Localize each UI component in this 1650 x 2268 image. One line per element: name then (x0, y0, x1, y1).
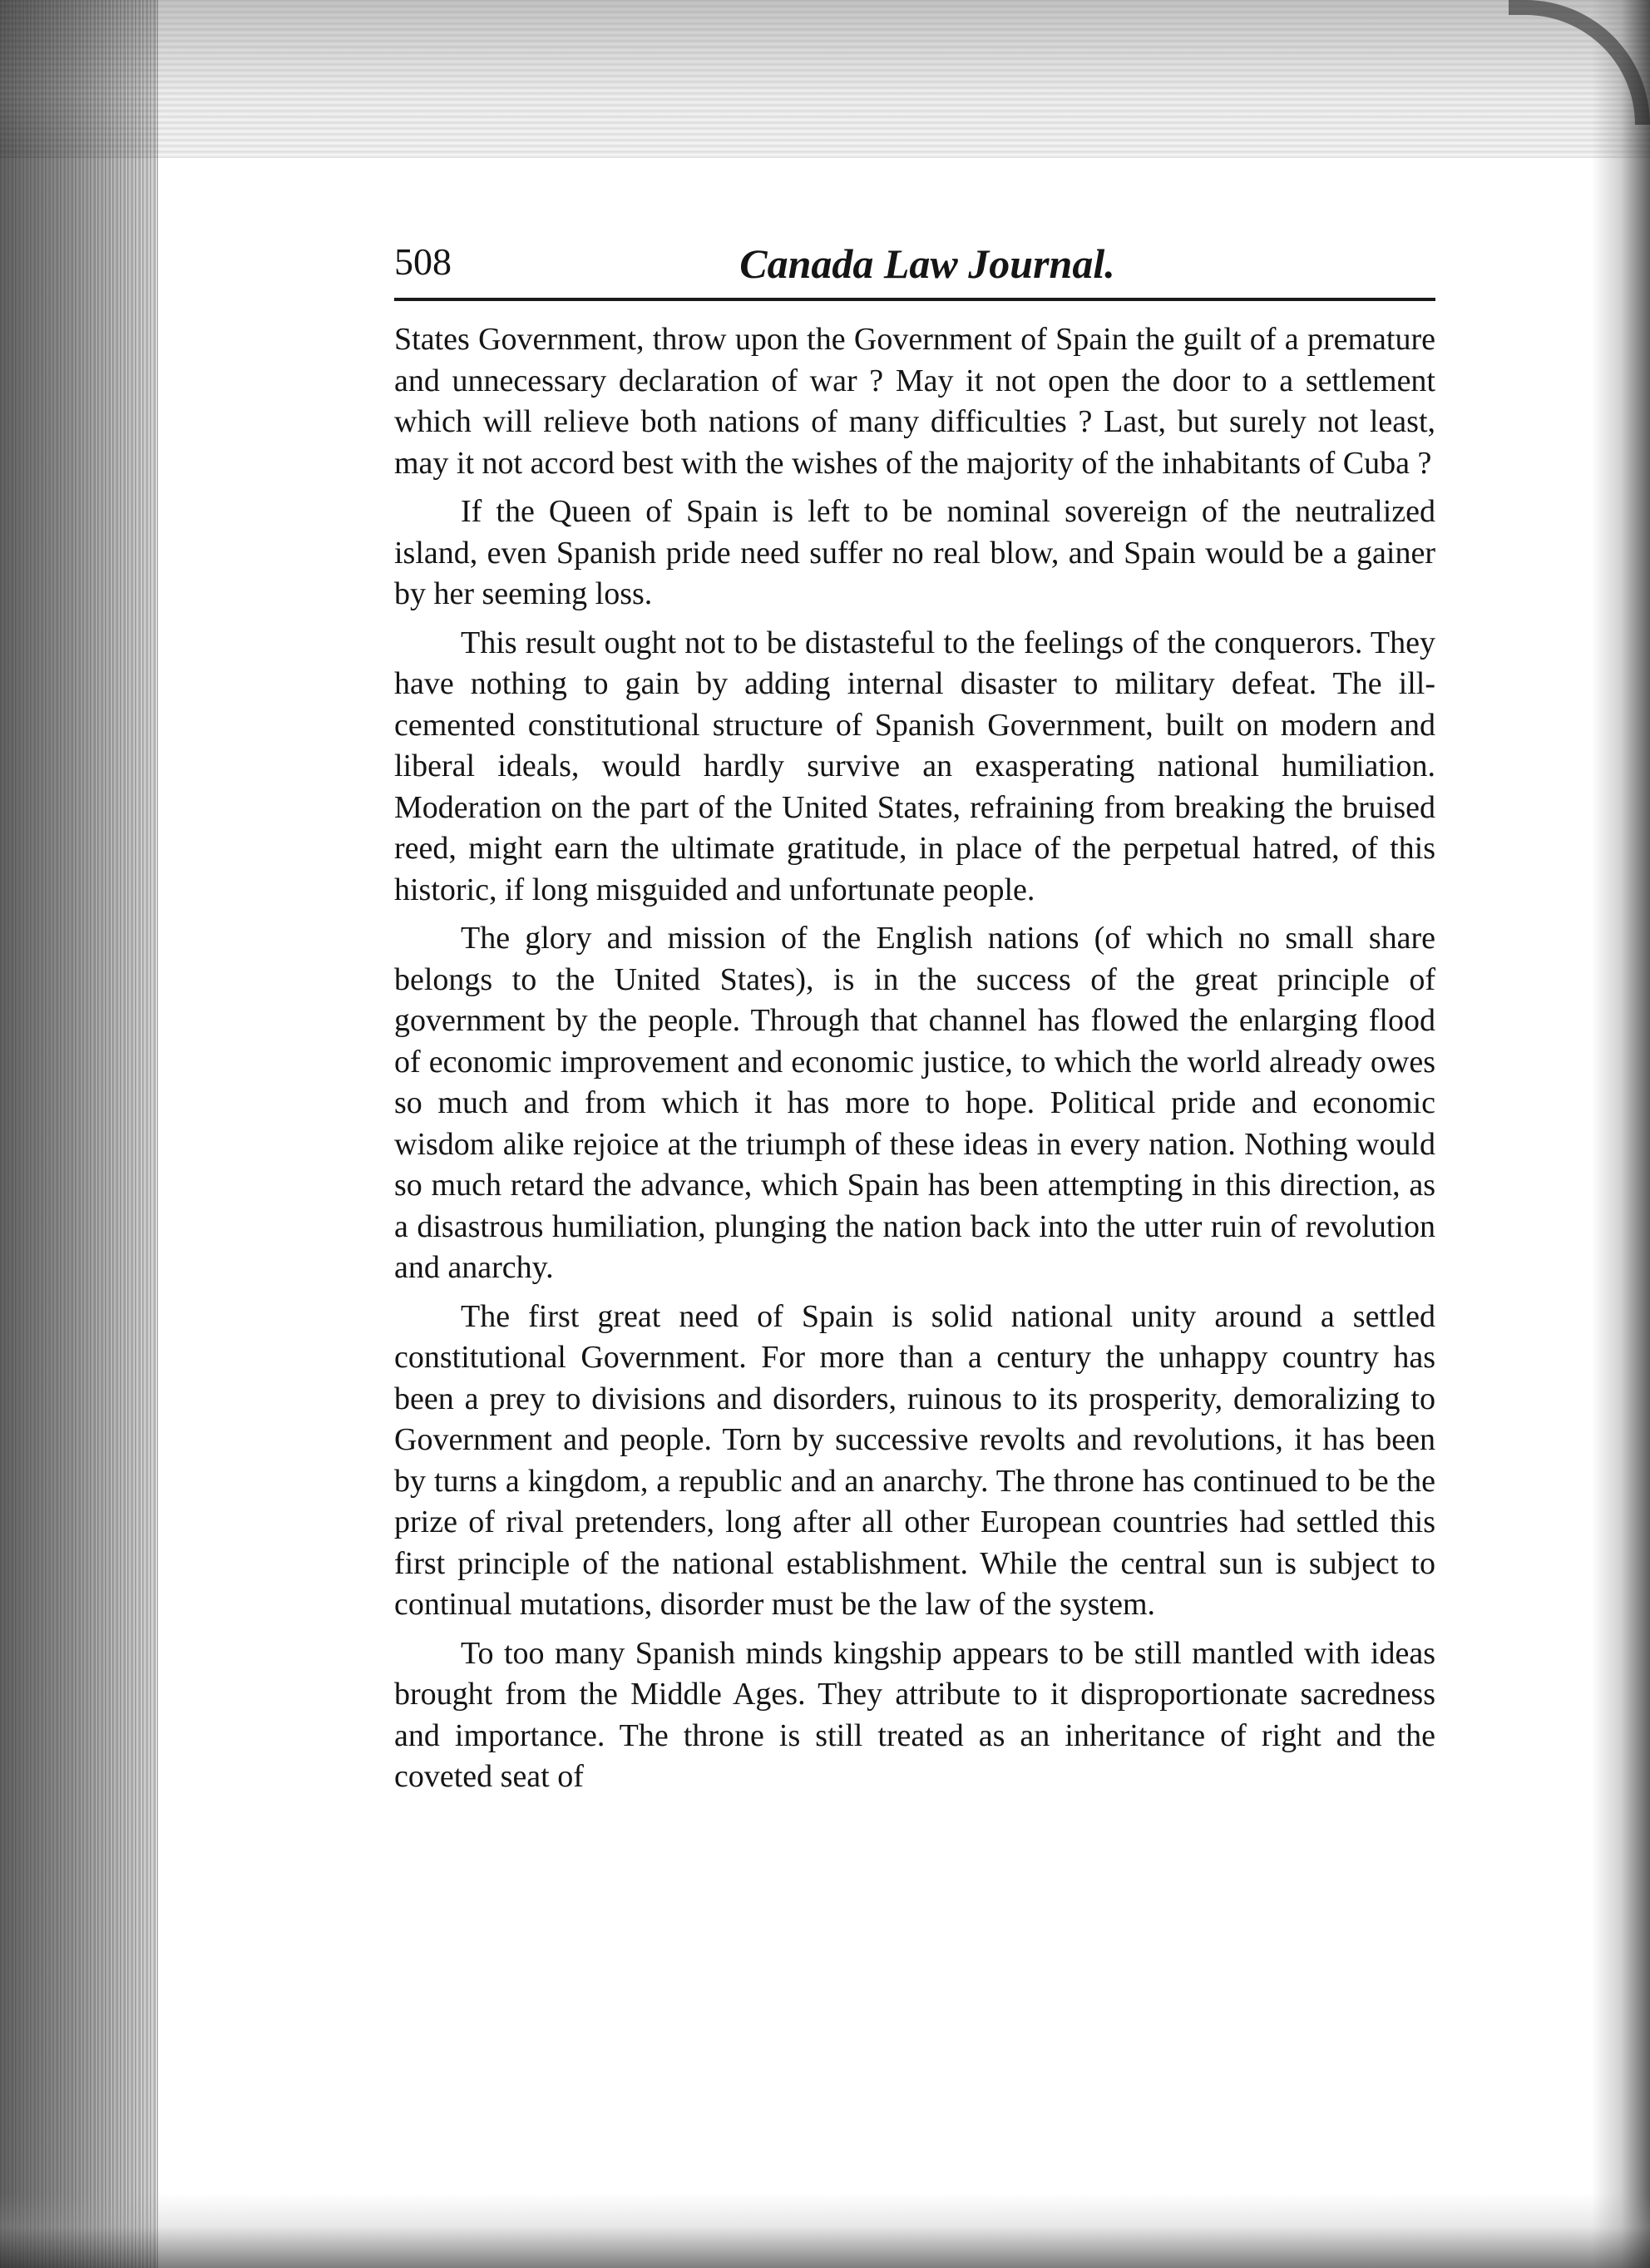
scan-shadow-top (0, 0, 1650, 158)
paragraph: If the Queen of Spain is left to be nominal sovereign of the neutralized island, even Spanish pride need suffer no real blow, and Spain would be a gainer by her seeming loss. (394, 494, 1435, 611)
paragraph: To too many Spanish minds kingship appears to be still mantled with ideas brought from the Middle Ages. They attribute to it disproportionate sacredness and importance. The throne is still treated as an inheritance of right and the coveted seat of (394, 1635, 1435, 1794)
journal-page (394, 233, 1435, 1806)
page-corner-curl (1509, 0, 1650, 125)
scan-shadow-right (1592, 0, 1650, 2268)
paragraph: States Government, throw upon the Government of Spain the guilt of a premature and unnecessary declaration of war ? May it not open the door to a settlement which will relieve both nations of many difficulties ? Last, but surely not least, may it not accord best with the wishes of the majority of the inhabitants of Cuba ? (394, 322, 1435, 481)
page-number: 508 (394, 240, 452, 283)
paragraph: The first great need of Spain is solid national unity around a settled constitutional Government. For more than a century the unhappy country has been a prey to divisions and disorders, ruinous to its prosperity, demoralizing to Government and people. Torn by successive revolts and revolutions, it has been by turns a kingdom, a republic and an anarchy. The throne has continued to be the prize of rival pretenders, long after all other European countries had settled this first principle of the national establishment. While the central sun is subject to continual mutations, disorder must be the law of the system. (394, 1298, 1435, 1622)
paragraph: This result ought not to be distasteful to the feelings of the conquerors. They have nothing to gain by adding internal disaster to military defeat. The ill-cemented constitutional structure of Spanish Government, built on modern and liberal ideals, would hardly survive an exasperating national humiliation. Moderation on the part of the United States, refraining from breaking the bruised reed, might earn the ultimate gratitude, in place of the perpetual hatred, of this historic, if long misguided and unfortunate people. (394, 625, 1435, 907)
scan-shadow-bottom (0, 2193, 1650, 2268)
scan-shadow-left (0, 0, 158, 2268)
journal-title: Canada Law Journal. (739, 240, 1115, 287)
article-body (394, 319, 1435, 1798)
paragraph: The glory and mission of the English nations (of which no small share belongs to the United States), is in the success of the great principle of government by the people. Through that channel has flowed the enlarging flood of economic improvement and economic justice, to which the world already owes so much and from which it has more to hope. Political pride and economic wisdom alike rejoice at the triumph of these ideas in every nation. Nothing would so much retard the advance, which Spain has been attempting in this direction, as a disastrous humiliation, plunging the nation back into the utter ruin of revolution and anarchy. (394, 921, 1435, 1285)
running-head (394, 233, 1435, 301)
